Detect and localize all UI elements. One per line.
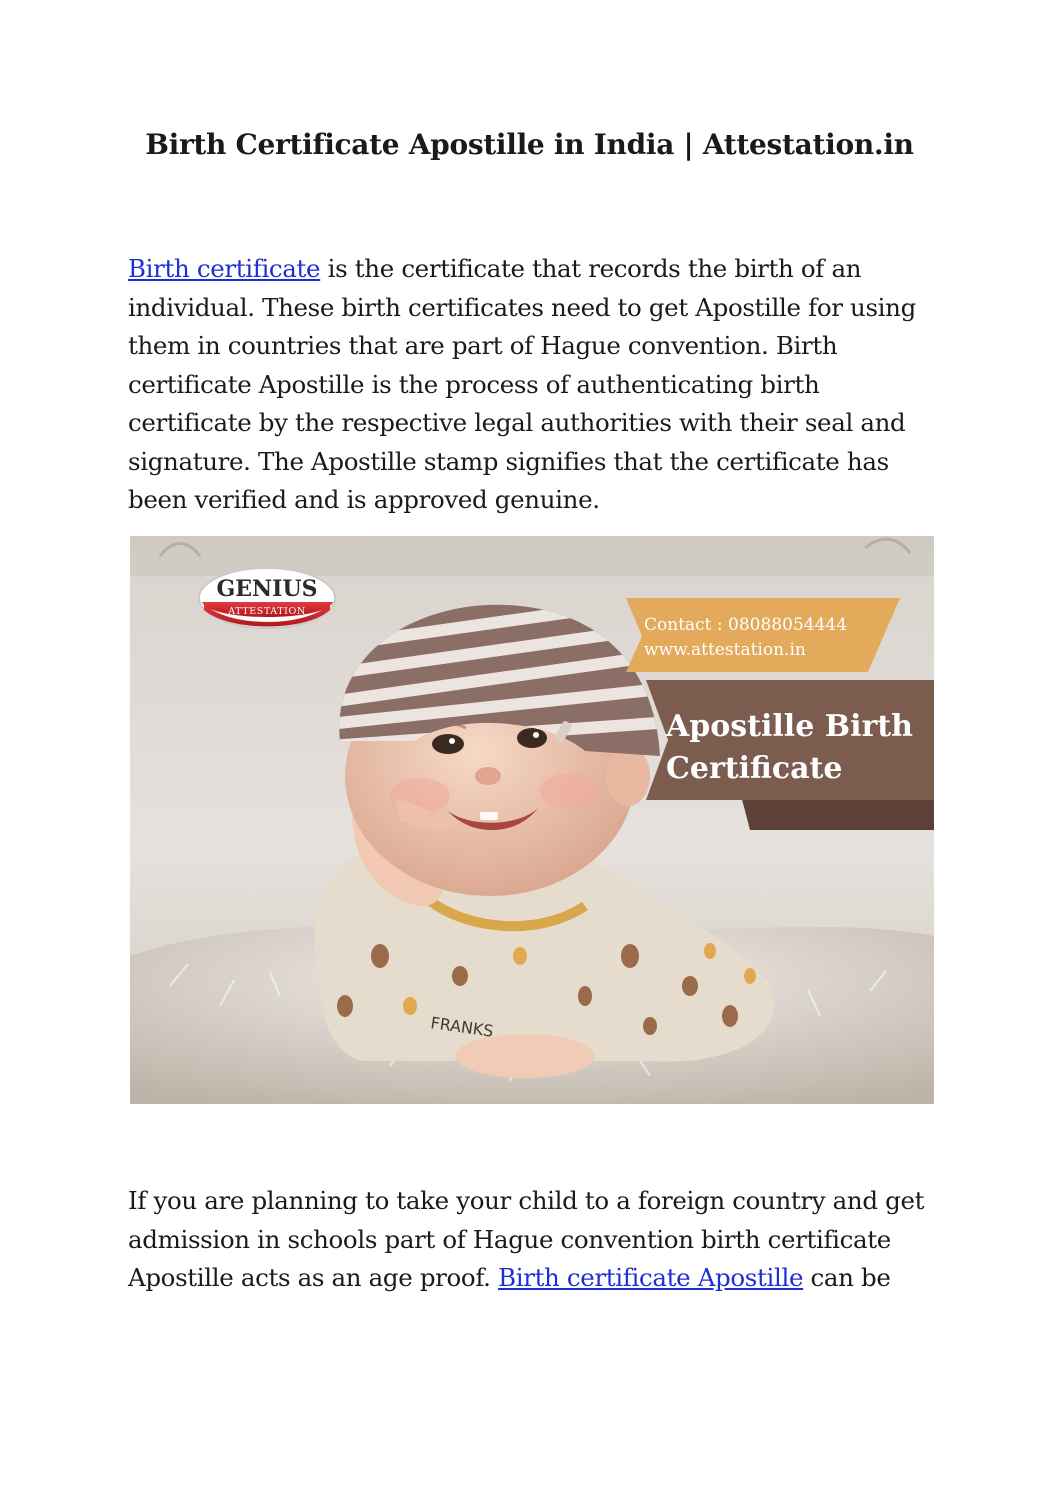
- ribbon-heading-line2: Certificate: [666, 751, 843, 786]
- genius-attestation-logo: [199, 568, 335, 628]
- contact-phone-text: Contact : 08088054444: [644, 615, 848, 635]
- document-title: Birth Certificate Apostille in India | Attestation.in: [145, 128, 914, 161]
- paragraph-age-proof-trailing: can be: [803, 1263, 891, 1292]
- paragraph-age-proof-text: If you are planning to take your child to a foreign country and get admission in schools part of Hague convention birth certificate Apostille acts as an age proof.: [128, 1186, 925, 1292]
- logo-genius-text: GENIUS: [216, 576, 318, 602]
- birth-certificate-apostille-link[interactable]: Birth certificate Apostille: [498, 1263, 804, 1292]
- ribbon-heading-line1: Apostille Birth: [666, 709, 913, 744]
- paragraph-age-proof: [128, 1182, 928, 1298]
- paragraph-intro: [128, 250, 928, 520]
- shirt-print-text: FRANKS: [429, 1013, 495, 1041]
- birth-certificate-link[interactable]: Birth certificate: [128, 254, 321, 283]
- banner-image: [130, 536, 934, 1104]
- logo-attestation-text: ATTESTATION: [228, 606, 306, 617]
- paragraph-intro-text: is the certificate that records the birth of an individual. These birth certificates need to get Apostille for using them in countries that are part of Hague convention. Birth certificate Apostille is the process of authenticating birth certificate by the respective legal authorities with their seal and signature. The Apostille stamp signifies that the certificate has been verified and is approved genuine.: [128, 254, 916, 514]
- contact-website-text: www.attestation.in: [644, 640, 806, 660]
